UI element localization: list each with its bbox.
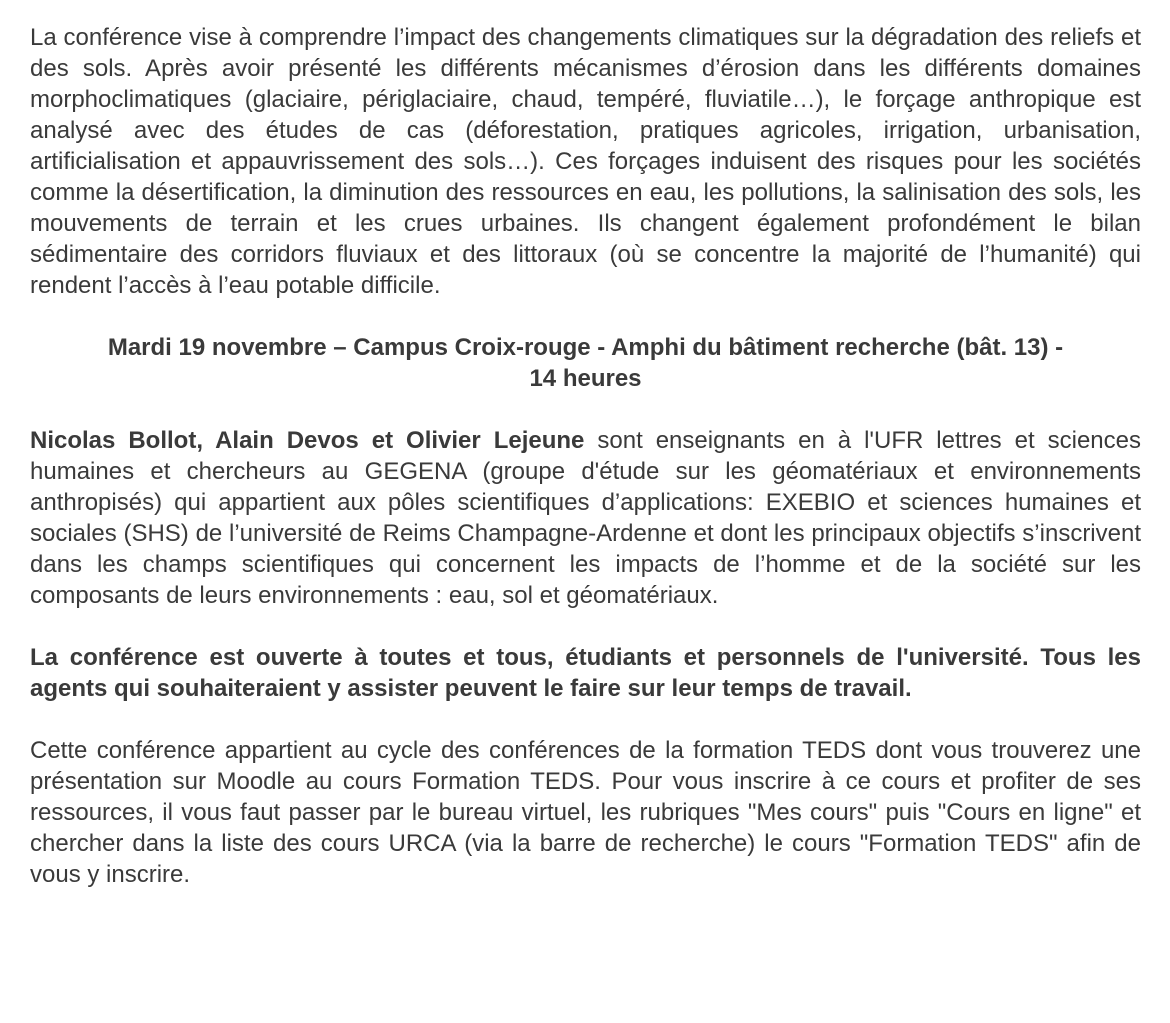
announcement-paragraph: La conférence est ouverte à toutes et tous, étudiants et personnels de l'université. Tous les agents qui souhaiteraient y assister peuvent le faire sur leur temps de travail. (30, 644, 1141, 702)
event-details (30, 332, 1141, 394)
speakers-description: sont enseignants en à l'UFR lettres et sciences humaines et chercheurs au GEGENA (groupe d'étude sur les géomatériaux et environnements anthropisés) qui appartient aux pôles scientifiques d’applications: EXEBIO et sciences humaines et sociales (SHS) de l’université de Reims Champagne-Ardenne et dont les principaux objectifs s’inscrivent dans les champs scientifiques qui concernent les impacts de l’homme et de la société sur les composants de leurs environnements : eau, sol et géomatériaux. (30, 427, 1141, 609)
event-details-line-2: 14 heures (529, 365, 642, 392)
teds-paragraph: Cette conférence appartient au cycle des conférences de la formation TEDS dont vous trouverez une présentation sur Moodle au cours Formation TEDS. Pour vous inscrire à ce cours et profiter de ses ressources, il vous faut passer par le bureau virtuel, les rubriques "Mes cours" puis "Cours en ligne" et chercher dans la liste des cours URCA (via la barre de recherche) le cours "Formation TEDS" afin de vous y inscrire. (30, 737, 1141, 888)
speakers-paragraph (30, 425, 1141, 611)
speaker-names: Nicolas Bollot, Alain Devos et Olivier Lejeune (30, 427, 585, 454)
event-details-line-1: Mardi 19 novembre – Campus Croix-rouge - Amphi du bâtiment recherche (bât. 13) - (107, 334, 1064, 361)
intro-paragraph: La conférence vise à comprendre l’impact des changements climatiques sur la dégradation des reliefs et des sols. Après avoir présenté les différents mécanismes d’érosion dans les différents domaines morphoclimatiques (glaciaire, périglaciaire, chaud, tempéré, fluviatile…), le forçage anthropique est analysé avec des études de cas (déforestation, pratiques agricoles, irrigation, urbanisation, artificialisation et appauvrissement des sols…). Ces forçages induisent des risques pour les sociétés comme la désertification, la diminution des ressources en eau, les pollutions, la salinisation des sols, les mouvements de terrain et les crues urbaines. Ils changent également profondément le bilan sédimentaire des corridors fluviaux et des littoraux (où se concentre la majorité de l’humanité) qui rendent l’accès à l’eau potable difficile. (30, 24, 1141, 299)
document-body (30, 22, 1141, 890)
